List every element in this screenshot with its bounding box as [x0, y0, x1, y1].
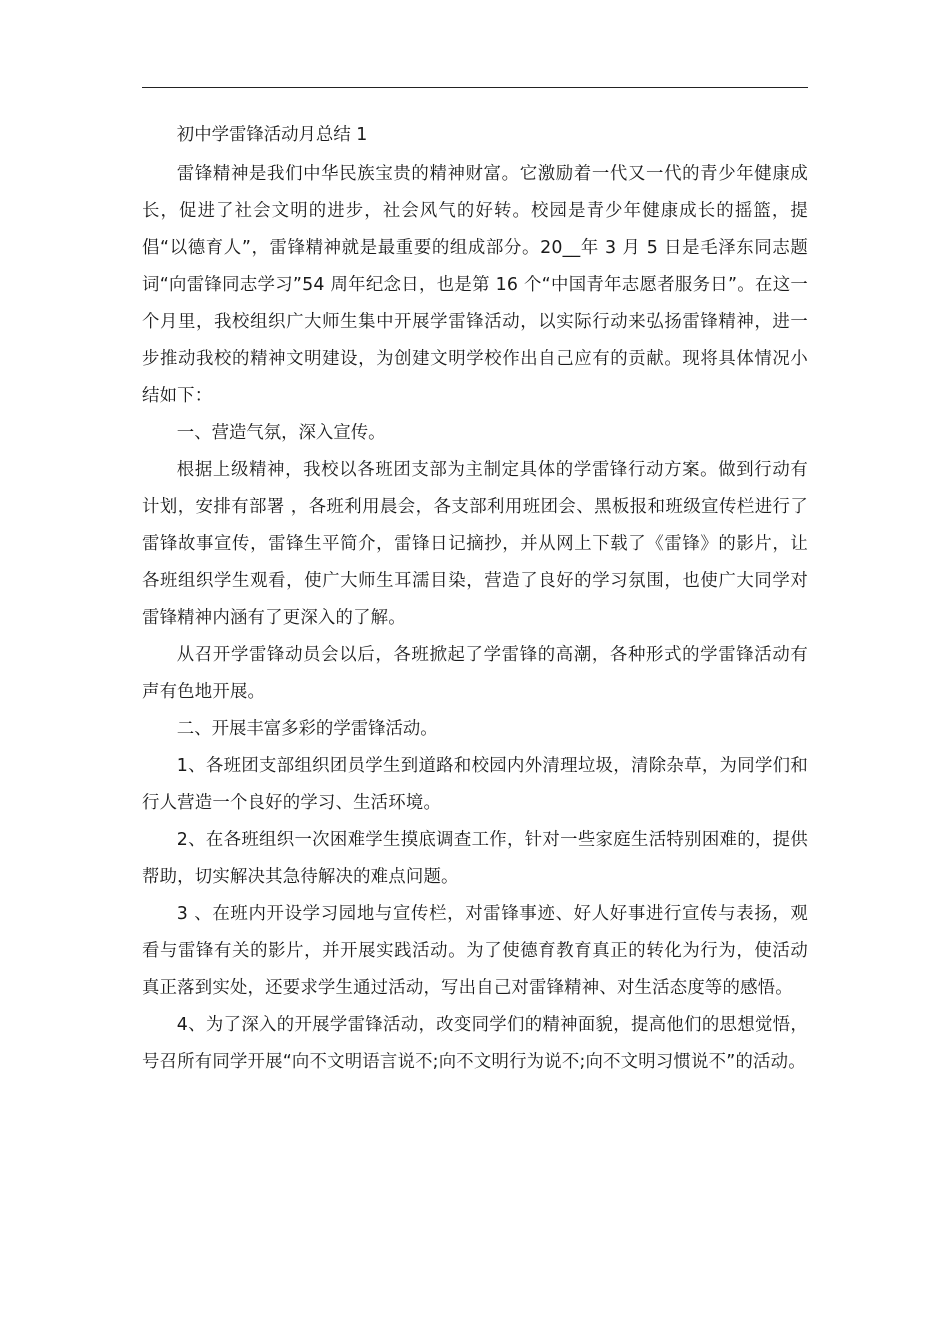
activity-item-3: 3 、在班内开设学习园地与宣传栏，对雷锋事迹、好人好事进行宣传与表扬，观看与雷锋有关的影片，并开展实践活动。为了使德育教育真正的转化为行为，使活动真正落到实处，还要求学生通过活动，写出自己对雷锋精神、对生活态度等的感悟。: [142, 904, 808, 998]
header-rule: [142, 87, 808, 88]
activity-item-1: 1、各班团支部组织团员学生到道路和校园内外清理垃圾，清除杂草，为同学们和行人营造一个良好的学习、生活环境。: [142, 756, 808, 813]
intro-paragraph: 雷锋精神是我们中华民族宝贵的精神财富。它激励着一代又一代的青少年健康成长，促进了社会文明的进步，社会风气的好转。校园是青少年健康成长的摇篮，提倡“以德育人”，雷锋精神就是最重要的组成部分。20__年 3 月 5 日是毛泽东同志题词“向雷锋同志学习”54 周年纪念日，也是第 16 个“中国青年志愿者服务日”。在这一个月里，我校组织广大师生集中开展学雷锋活动，以实际行动来弘扬雷锋精神，进一步推动我校的精神文明建设，为创建文明学校作出自己应有的贡献。现将具体情况小结如下：: [142, 164, 808, 406]
section1-paragraph: 从召开学雷锋动员会以后，各班掀起了学雷锋的高潮，各种形式的学雷锋活动有声有色地开展。: [142, 645, 808, 702]
section1-paragraph: 根据上级精神，我校以各班团支部为主制定具体的学雷锋行动方案。做到行动有计划，安排有部署 ，各班利用晨会，各支部利用班团会、黑板报和班级宣传栏进行了雷锋故事宣传，雷锋生平简介，雷锋日记摘抄，并从网上下载了《雷锋》的影片，让各班组织学生观看，使广大师生耳濡目染，营造了良好的学习氛围，也使广大同学对雷锋精神内涵有了更深入的了解。: [142, 460, 808, 628]
document-body: [142, 117, 808, 1081]
activity-item-2: 2、在各班组织一次困难学生摸底调查工作，针对一些家庭生活特别困难的，提供帮助，切实解决其急待解决的难点问题。: [142, 830, 808, 887]
activity-item-4: 4、为了深入的开展学雷锋活动，改变同学们的精神面貌，提高他们的思想觉悟，号召所有同学开展“向不文明语言说不;向不文明行为说不;向不文明习惯说不”的活动。: [142, 1015, 808, 1072]
document-title: 初中学雷锋活动月总结 1: [176, 125, 368, 145]
section-heading-2: 二、开展丰富多彩的学雷锋活动。: [176, 719, 438, 739]
section-heading-1: 一、营造气氛，深入宣传。: [176, 423, 386, 443]
